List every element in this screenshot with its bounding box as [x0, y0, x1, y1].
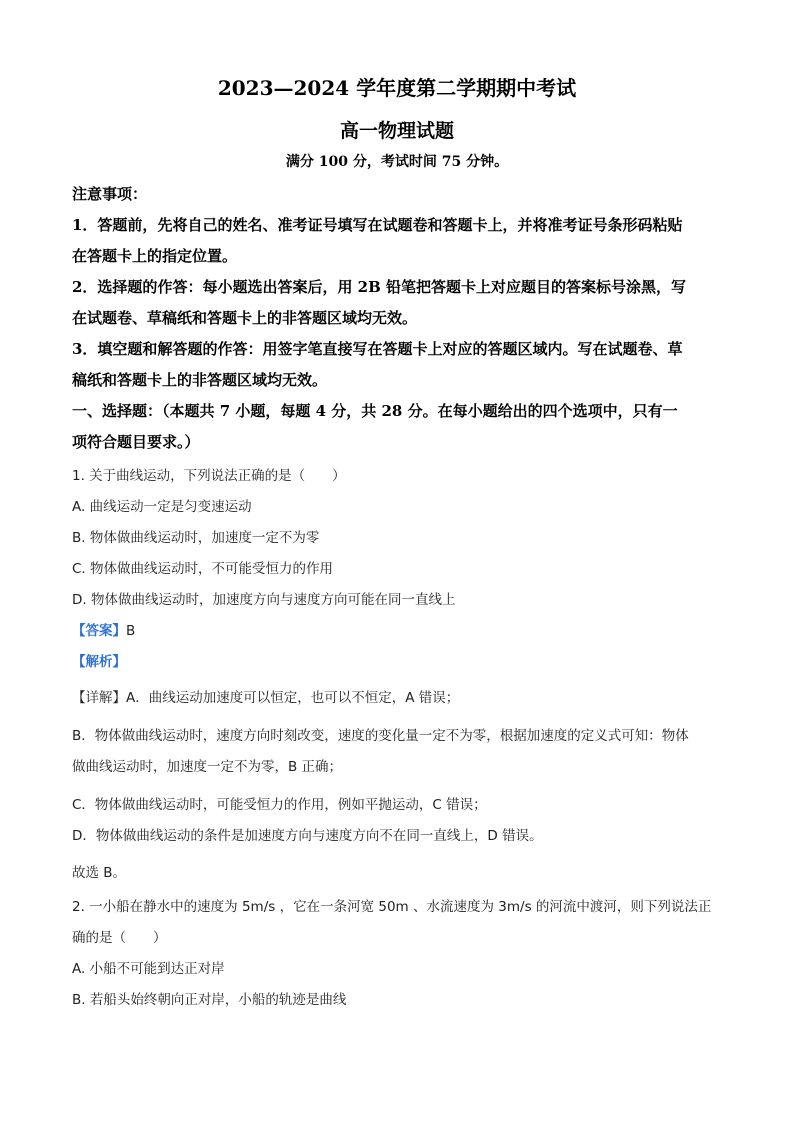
question-1-option-a: A. 曲线运动一定是匀变速运动 — [72, 499, 252, 515]
question-1-stem: 1. 关于曲线运动，下列说法正确的是（ ） — [72, 468, 346, 484]
answer-tag: 【答案】 — [72, 623, 126, 639]
question-2-stem: 2. 一小船在静水中的速度为 5m/s ，它在一条河宽 50m 、水流速度为 3m/s 的河流中渡河，则下列说法正 — [72, 899, 712, 915]
note-line: 稿纸和答题卡上的非答题区域均无效。 — [72, 371, 328, 389]
section-heading: 一、选择题：（本题共 7 小题，每题 4 分，共 28 分。在每小题给出的四个选项中，只有一 — [72, 402, 678, 420]
detail-line — [72, 686, 732, 706]
note-line: 1．答题前，先将自己的姓名、准考证号填写在试题卷和答题卡上，并将准考证号条形码粘贴 — [72, 216, 683, 234]
note-line: 2．选择题的作答：每小题选出答案后，用 2B 铅笔把答题卡上对应题目的答案标号涂黑，写 — [72, 278, 687, 296]
exam-title: 2023—2024 学年度第二学期期中考试 — [217, 76, 577, 100]
analysis-tag: 【解析】 — [72, 654, 126, 670]
note-line: 在试题卷、草稿纸和答题卡上的非答题区域均无效。 — [72, 309, 418, 327]
detail-tag: 【详解】 — [72, 690, 126, 706]
section-heading: 项符合题目要求。） — [72, 433, 200, 451]
question-1-option-b: B. 物体做曲线运动时，加速度一定不为零 — [72, 530, 320, 546]
answer-value: B — [126, 623, 136, 639]
exam-info: 满分 100 分，考试时间 75 分钟。 — [285, 154, 509, 170]
note-line: 3．填空题和解答题的作答：用签字笔直接写在答题卡上对应的答题区域内。写在试题卷、草 — [72, 340, 683, 358]
detail-text: A．曲线运动加速度可以恒定，也可以不恒定，A 错误； — [126, 690, 460, 706]
question-2-option-b: B. 若船头始终朝向正对岸，小船的轨迹是曲线 — [72, 992, 347, 1008]
question-1-option-c: C. 物体做曲线运动时，不可能受恒力的作用 — [72, 561, 334, 577]
detail-line: C．物体做曲线运动时，可能受恒力的作用，例如平抛运动，C 错误； — [72, 797, 487, 813]
exam-subtitle: 高一物理试题 — [339, 120, 454, 142]
answer-row — [72, 619, 732, 639]
question-1-option-d: D. 物体做曲线运动时，加速度方向与速度方向可能在同一直线上 — [72, 592, 456, 608]
notes-heading: 注意事项： — [72, 185, 148, 203]
note-line: 在答题卡上的指定位置。 — [72, 247, 238, 265]
detail-conclusion: 故选 B。 — [72, 865, 127, 881]
question-2-stem: 确的是（ ） — [72, 930, 167, 946]
analysis-row — [72, 650, 732, 670]
detail-line: 做曲线运动时，加速度一定不为零，B 正确； — [72, 759, 343, 775]
detail-line: D．物体做曲线运动的条件是加速度方向与速度方向不在同一直线上，D 错误。 — [72, 828, 543, 844]
detail-line: B．物体做曲线运动时，速度方向时刻改变，速度的变化量一定不为零，根据加速度的定义式可知：物体 — [72, 728, 689, 744]
question-2-option-a: A. 小船不可能到达正对岸 — [72, 961, 225, 977]
